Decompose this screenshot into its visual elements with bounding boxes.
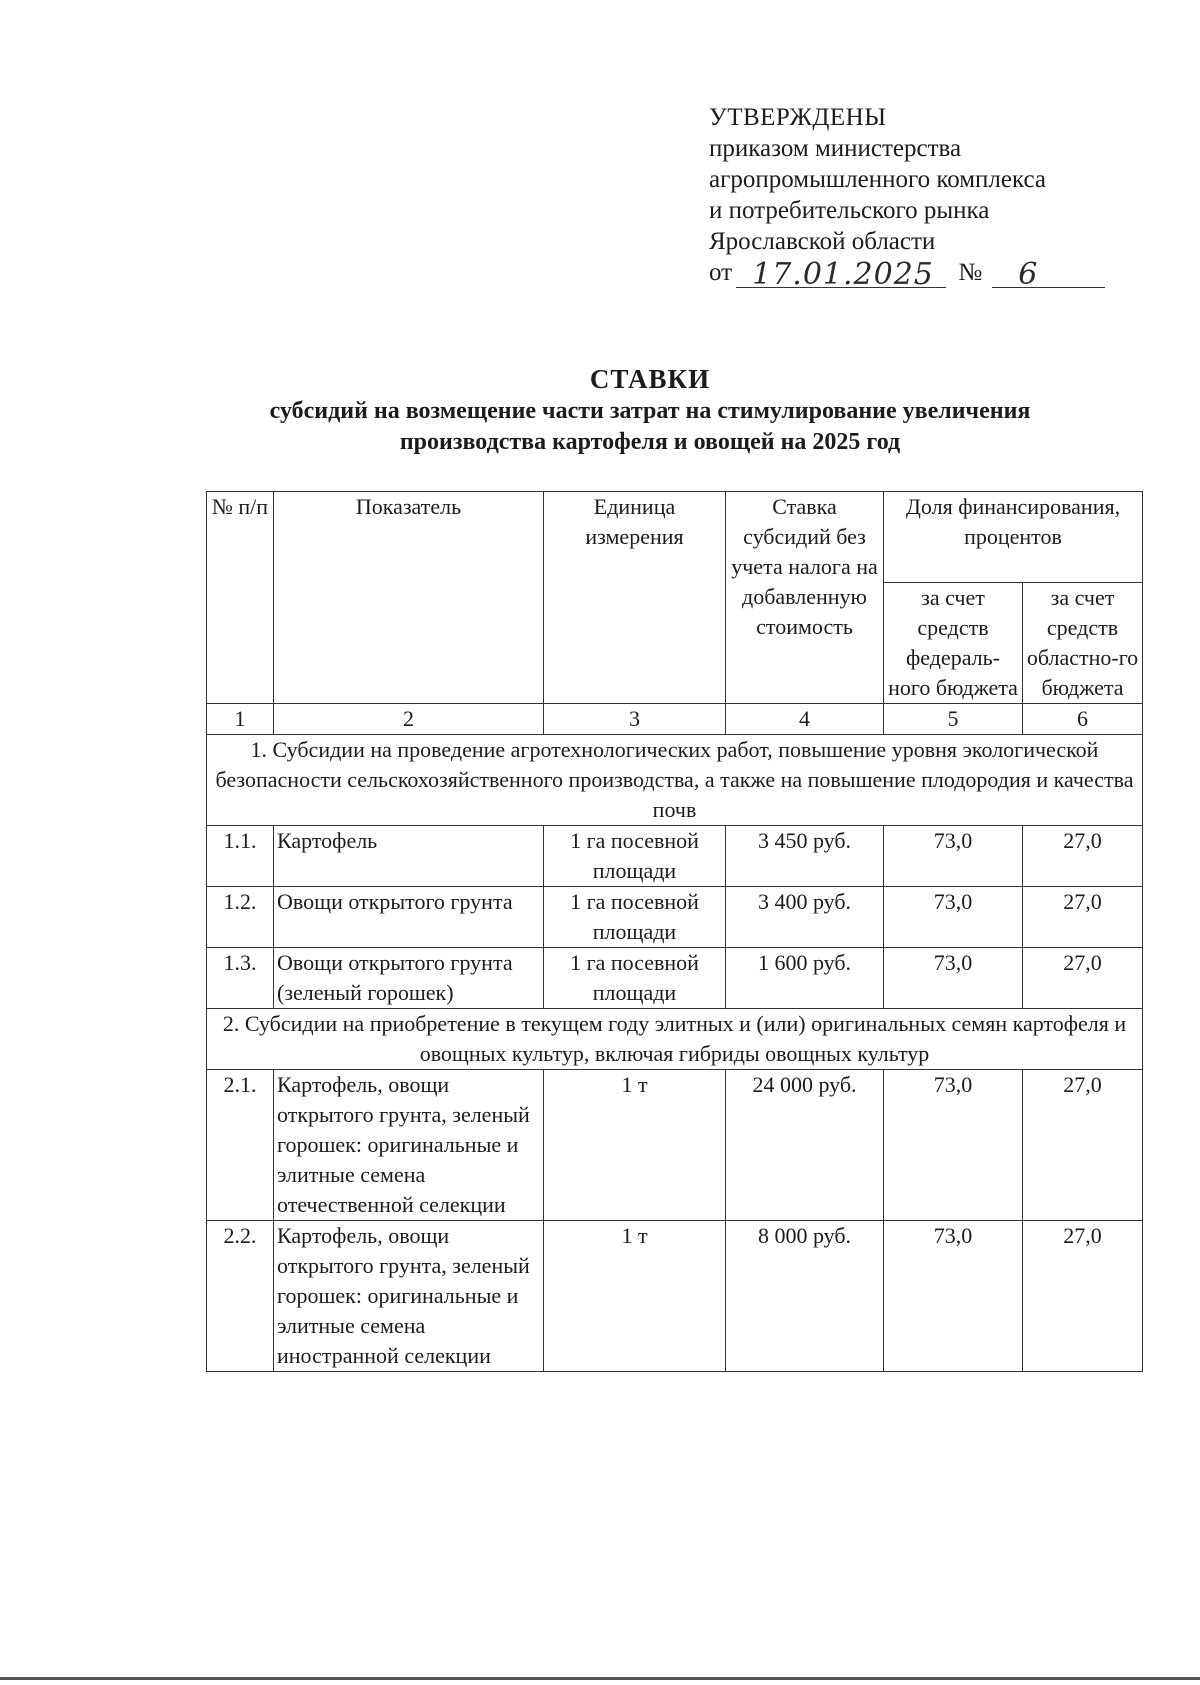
column-index: 6 — [1023, 704, 1143, 735]
table-row — [207, 887, 1143, 948]
header-rate: Ставка субсидий без учета налога на добавленную стоимость — [726, 492, 884, 704]
approval-line: приказом министерства — [709, 135, 962, 162]
date-field — [736, 257, 946, 292]
column-index: 4 — [726, 704, 884, 735]
table-row — [207, 1070, 1143, 1221]
row-unit: 1 га посевной площади — [544, 887, 726, 948]
column-index: 5 — [884, 704, 1023, 735]
row-rate: 3 400 руб. — [726, 887, 884, 948]
approval-line: агропромышленного комплекса — [709, 166, 1047, 193]
row-regional: 27,0 — [1023, 1070, 1143, 1221]
table-row — [207, 1221, 1143, 1372]
header-row — [207, 492, 1143, 583]
row-regional: 27,0 — [1023, 948, 1143, 1009]
section-title: 1. Субсидии на проведение агротехнологических работ, повышение уровня экологической безопасности сельскохозяйственного производства, а также на повышение плодородия и качества почв — [207, 735, 1143, 826]
header-indicator: Показатель — [274, 492, 544, 704]
row-regional: 27,0 — [1023, 1221, 1143, 1372]
row-unit: 1 га посевной площади — [544, 948, 726, 1009]
row-num: 1.1. — [207, 826, 274, 887]
header-regional: за счет средств областно-го бюджета — [1023, 583, 1143, 704]
approval-stamp — [709, 102, 1105, 292]
row-unit: 1 т — [544, 1070, 726, 1221]
title-line-2: производства картофеля и овощей на 2025 год — [399, 429, 901, 455]
row-num: 1.2. — [207, 887, 274, 948]
header-unit: Единица измерения — [544, 492, 726, 704]
section-title: 2. Субсидии на приобретение в текущем году элитных и (или) оригинальных семян картофеля и овощных культур, включая гибриды овощных культур — [207, 1009, 1143, 1070]
table-row — [207, 948, 1143, 1009]
title-main: СТАВКИ — [589, 364, 711, 394]
row-regional: 27,0 — [1023, 887, 1143, 948]
row-unit: 1 т — [544, 1221, 726, 1372]
document-title — [150, 362, 1150, 458]
section-row — [207, 735, 1143, 826]
row-unit: 1 га посевной площади — [544, 826, 726, 887]
column-index: 2 — [274, 704, 544, 735]
table-row — [207, 826, 1143, 887]
row-rate: 1 600 руб. — [726, 948, 884, 1009]
approval-heading: УТВЕРЖДЕНЫ — [709, 104, 887, 131]
handwritten-number: 6 — [1018, 257, 1039, 292]
row-indicator: Овощи открытого грунта — [274, 887, 544, 948]
scan-edge-rule — [0, 1677, 1200, 1680]
title-line-1: субсидий на возмещение части затрат на стимулирование увеличения — [269, 398, 1031, 424]
column-index: 3 — [544, 704, 726, 735]
row-num: 2.2. — [207, 1221, 274, 1372]
header-federal: за счет средств федераль-ного бюджета — [884, 583, 1023, 704]
row-federal: 73,0 — [884, 1070, 1023, 1221]
row-rate: 3 450 руб. — [726, 826, 884, 887]
date-prefix: от — [709, 259, 733, 286]
number-prefix: № — [958, 259, 983, 286]
row-indicator: Картофель — [274, 826, 544, 887]
row-indicator: Картофель, овощи открытого грунта, зеленый горошек: оригинальные и элитные семена отечественной селекции — [274, 1070, 544, 1221]
column-index: 1 — [207, 704, 274, 735]
row-federal: 73,0 — [884, 1221, 1023, 1372]
row-num: 2.1. — [207, 1070, 274, 1221]
row-federal: 73,0 — [884, 948, 1023, 1009]
row-rate: 24 000 руб. — [726, 1070, 884, 1221]
row-rate: 8 000 руб. — [726, 1221, 884, 1372]
row-federal: 73,0 — [884, 887, 1023, 948]
approval-line: Ярославской области — [709, 228, 936, 255]
header-num: № п/п — [207, 492, 274, 704]
number-field — [992, 257, 1105, 292]
section-row — [207, 1009, 1143, 1070]
header-share: Доля финансирования, процентов — [884, 492, 1143, 583]
handwritten-date: 17.01.2025 — [752, 257, 934, 292]
row-indicator: Картофель, овощи открытого грунта, зеленый горошек: оригинальные и элитные семена иностранной селекции — [274, 1221, 544, 1372]
column-index-row — [207, 704, 1143, 735]
rates-table — [206, 491, 1143, 1372]
approval-line: и потребительского рынка — [709, 197, 990, 224]
row-federal: 73,0 — [884, 826, 1023, 887]
row-num: 1.3. — [207, 948, 274, 1009]
approval-date-line — [709, 257, 1105, 292]
row-regional: 27,0 — [1023, 826, 1143, 887]
row-indicator: Овощи открытого грунта (зеленый горошек) — [274, 948, 544, 1009]
